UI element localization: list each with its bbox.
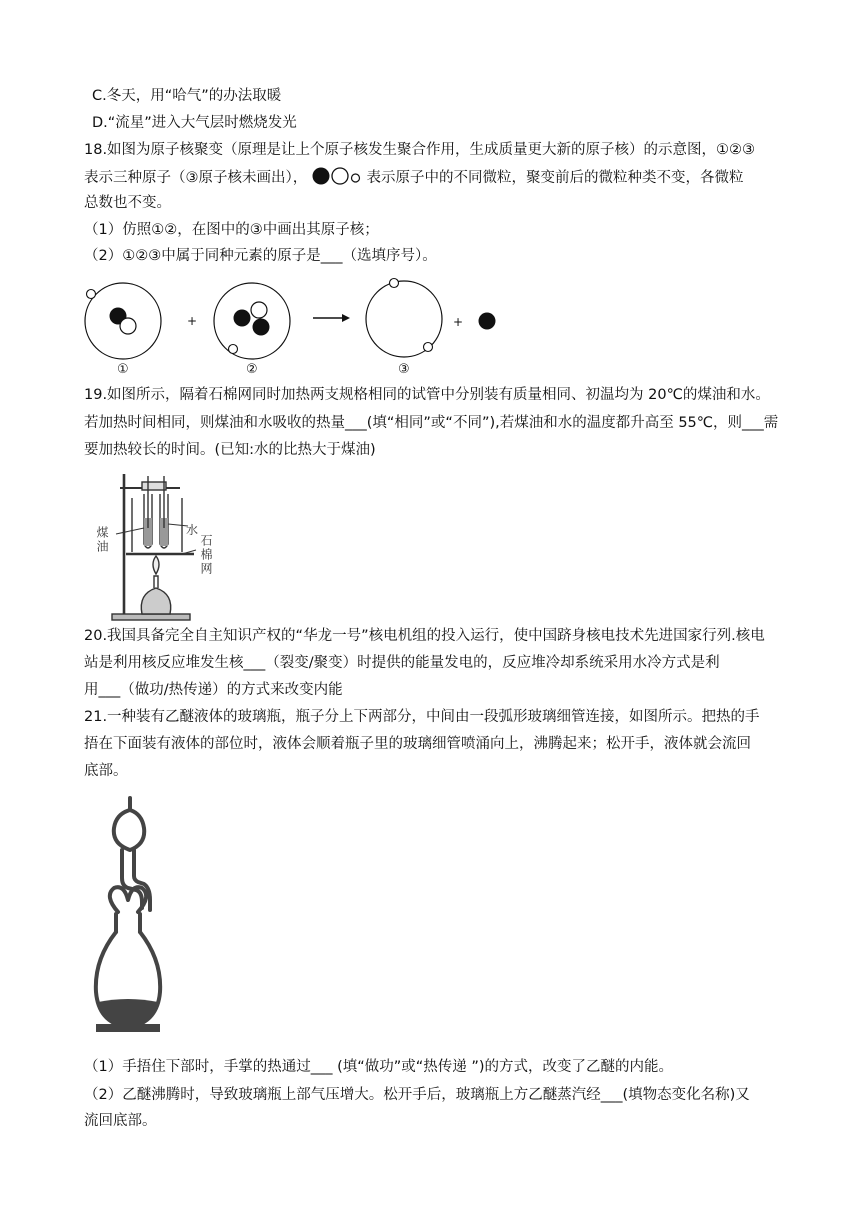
label-asbestos-net: 石棉网 [199,534,213,576]
heating-apparatus-figure [95,468,228,624]
q18-stem-line2-b: 表示原子中的不同微粒，聚变前后的微粒种类不变，各微粒 [366,170,744,186]
q18-stem-line3: 总数也不变。 [84,195,171,211]
q17-option-d: D.“流星”进入大气层时燃烧发光 [92,115,297,131]
fusion-diagram [80,280,520,380]
label-water: 水 [186,523,199,537]
ether-bottle-figure [88,792,168,1050]
burner-flame [153,556,159,574]
label-kerosene: 煤油 [95,526,109,554]
q20-stem-line3: 用___（做功/热传递）的方式来改变内能 [84,682,343,698]
white-particle-icon [332,168,348,184]
small-particle-icon [351,174,359,182]
q18-stem-line1: 18.如图为原子核聚变（原理是让上个原子核发生聚合作用，生成质量更大新的原子核）的示意图，①②③ [84,142,756,158]
atom-3-label: ③ [398,362,410,377]
q21-stem-line3: 底部。 [84,763,128,779]
atom-1-electron [87,290,96,299]
plus-sign-2: + [453,315,464,329]
atom-3-electron-bottom [424,343,433,352]
q20-stem-line2: 站是利用核反应堆发生核___（裂变/聚变）时提供的能量发电的，反应堆冷却系统采用水冷方式是利 [84,655,720,671]
q18-sub1: （1）仿照①②，在图中的③中画出其原子核； [84,222,379,238]
atom-1-label: ① [117,362,129,377]
atom-2-neutron [251,302,267,318]
black-particle-icon [312,168,329,185]
q18-stem-line2 [84,166,743,188]
atom-2-electron [229,345,238,354]
atom-2-proton-b [253,319,270,336]
atom-1-neutron [120,318,136,334]
q19-stem-line2: 若加热时间相同，则煤油和水吸收的热量___(填“相同”或“不同”),若煤油和水的温度都升高至 55℃，则___需 [84,415,779,431]
particle-icons [312,166,362,186]
atom-2-orbit [214,283,290,359]
atom-2-proton-a [234,310,251,327]
q19-stem-line3: 要加热较长的时间。(已知:水的比热大于煤油) [84,442,376,458]
free-particle [479,313,496,330]
q21-sub2-line2: 流回底部。 [84,1113,157,1129]
atom-2-label: ② [246,362,258,377]
upper-bulb [114,810,144,850]
alcohol-burner [141,588,170,614]
q18-sub2: （2）①②③中属于同种元素的原子是___（选填序号）。 [84,248,437,264]
reaction-arrow-head [342,314,350,322]
q21-stem-line1: 21.一种装有乙醚液体的玻璃瓶，瓶子分上下两部分，中间由一段弧形玻璃细管连接，如图所示。把热的手 [84,709,760,725]
q21-sub2-line1: （2）乙醚沸腾时，导致玻璃瓶上部气压增大。松开手后，玻璃瓶上方乙醚蒸汽经___(填物态变化名称)又 [84,1087,750,1103]
q21-sub1: （1）手捂住下部时，手掌的热通过___ (填“做功”或“热传递 ”)的方式，改变了乙醚的内能。 [84,1059,674,1075]
atom-3-electron-top [390,279,399,288]
q18-stem-line2-a: 表示三种原子（③原子核未画出）， [84,170,308,186]
q17-option-c: C.冬天，用“哈气”的办法取暖 [92,88,282,104]
stand-base [112,614,190,620]
q20-stem-line1: 20.我国具备完全自主知识产权的“华龙一号”核电机组的投入运行，使中国跻身核电技术先进国家行列.核电 [84,628,765,644]
q21-stem-line2: 捂在下面装有液体的部位时，液体会顺着瓶子里的玻璃细管喷涌向上，沸腾起来；松开手，液体就会流回 [84,736,751,752]
plus-sign-1: + [187,314,198,328]
q19-stem-line1: 19.如图所示，隔着石棉网同时加热两支规格相同的试管中分别装有质量相同、初温均为 20℃的煤油和水。 [84,387,770,403]
